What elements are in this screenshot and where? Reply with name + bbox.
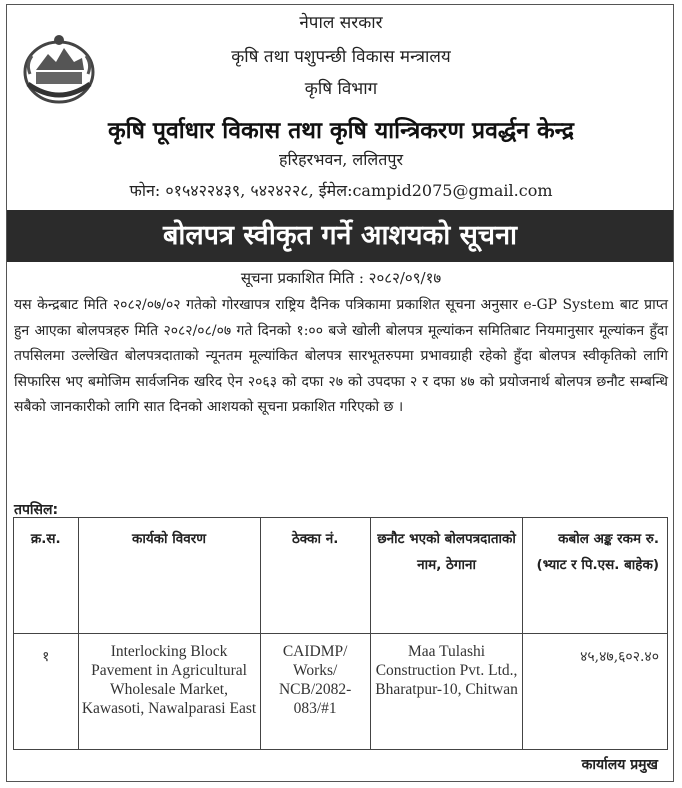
cell-amount: ४५,४७,६०२.४० bbox=[523, 634, 668, 750]
table-row bbox=[14, 634, 668, 750]
contact-line: फोन: ०१५४२२४३९, ५४२४२२८, ईमेल:campid2075@gmail.com bbox=[129, 181, 553, 200]
office-name: कृषि पूर्वाधार विकास तथा कृषि यान्त्रिकरण प्रवर्द्धन केन्द्र bbox=[107, 118, 574, 144]
col-header-work: कार्यको विवरण bbox=[78, 518, 260, 634]
cell-contract: CAIDMP/ Works/ NCB/2082-083/#1 bbox=[260, 634, 370, 750]
bid-table bbox=[13, 517, 668, 750]
govt-line: नेपाल सरकार bbox=[299, 13, 383, 33]
ministry-line: कृषि तथा पशुपन्छी विकास मन्त्रालय bbox=[231, 47, 451, 67]
notice-title: बोलपत्र स्वीकृत गर्ने आशयको सूचना bbox=[7, 210, 673, 262]
details-label: तपसिल: bbox=[14, 502, 59, 518]
department-line: कृषि विभाग bbox=[304, 79, 378, 99]
col-header-sn: क्र.स. bbox=[14, 518, 79, 634]
cell-work: Interlocking Block Pavement in Agricultural Wholesale Market, Kawasoti, Nawalparasi East bbox=[78, 634, 260, 750]
col-header-bidder: छनौट भएको बोलपत्रदाताको नाम, ठेगाना bbox=[370, 518, 523, 634]
notice-body: यस केन्द्रबाट मिति २०८२/०७/०२ गतेको गोरखापत्र राष्ट्रिय दैनिक पत्रिकामा प्रकाशित सूचना अनुसार e-GP System बाट प्राप्त हुन आएका बोलपत्रहरु मिति २०८२/०८/०७ गते दिनको १:०० बजे खोली बोलपत्र मूल्यांकन समितिबाट नियमानुसार मूल्यांकन हुँदा तपसिलमा उल्लेखित बोलपत्रदाताको न्यूनतम मूल्यांकित बोलपत्र सारभूतरुपमा प्रभावग्राही रहेको हुँदा बोलपत्र स्वीकृतिको लागि सिफारिस भए बमोजिम सार्वजनिक खरिद ऐन २०६३ को दफा २७ को उपदफा २ र दफा ४७ को प्रयोजनार्थ बोलपत्र छनौट सम्बन्धि सबैको जानकारीको लागि सात दिनको आशयको सूचना प्रकाशित गरिएको छ । bbox=[14, 297, 668, 415]
published-date: सूचना प्रकाशित मिति : २०८२/०९/१७ bbox=[240, 269, 442, 287]
col-header-contract: ठेक्का नं. bbox=[260, 518, 370, 634]
cell-sn: १ bbox=[14, 634, 79, 750]
cell-bidder: Maa Tulashi Construction Pvt. Ltd., Bharatpur-10, Chitwan bbox=[370, 634, 523, 750]
office-address: हरिहरभवन, ललितपुर bbox=[278, 150, 403, 169]
col-header-amount: कबोल अङ्क रकम रु. (भ्याट र पि.एस. बाहेक) bbox=[523, 518, 668, 634]
table-header-row bbox=[14, 518, 668, 634]
office-chief-signature: कार्यालय प्रमुख bbox=[581, 757, 658, 773]
